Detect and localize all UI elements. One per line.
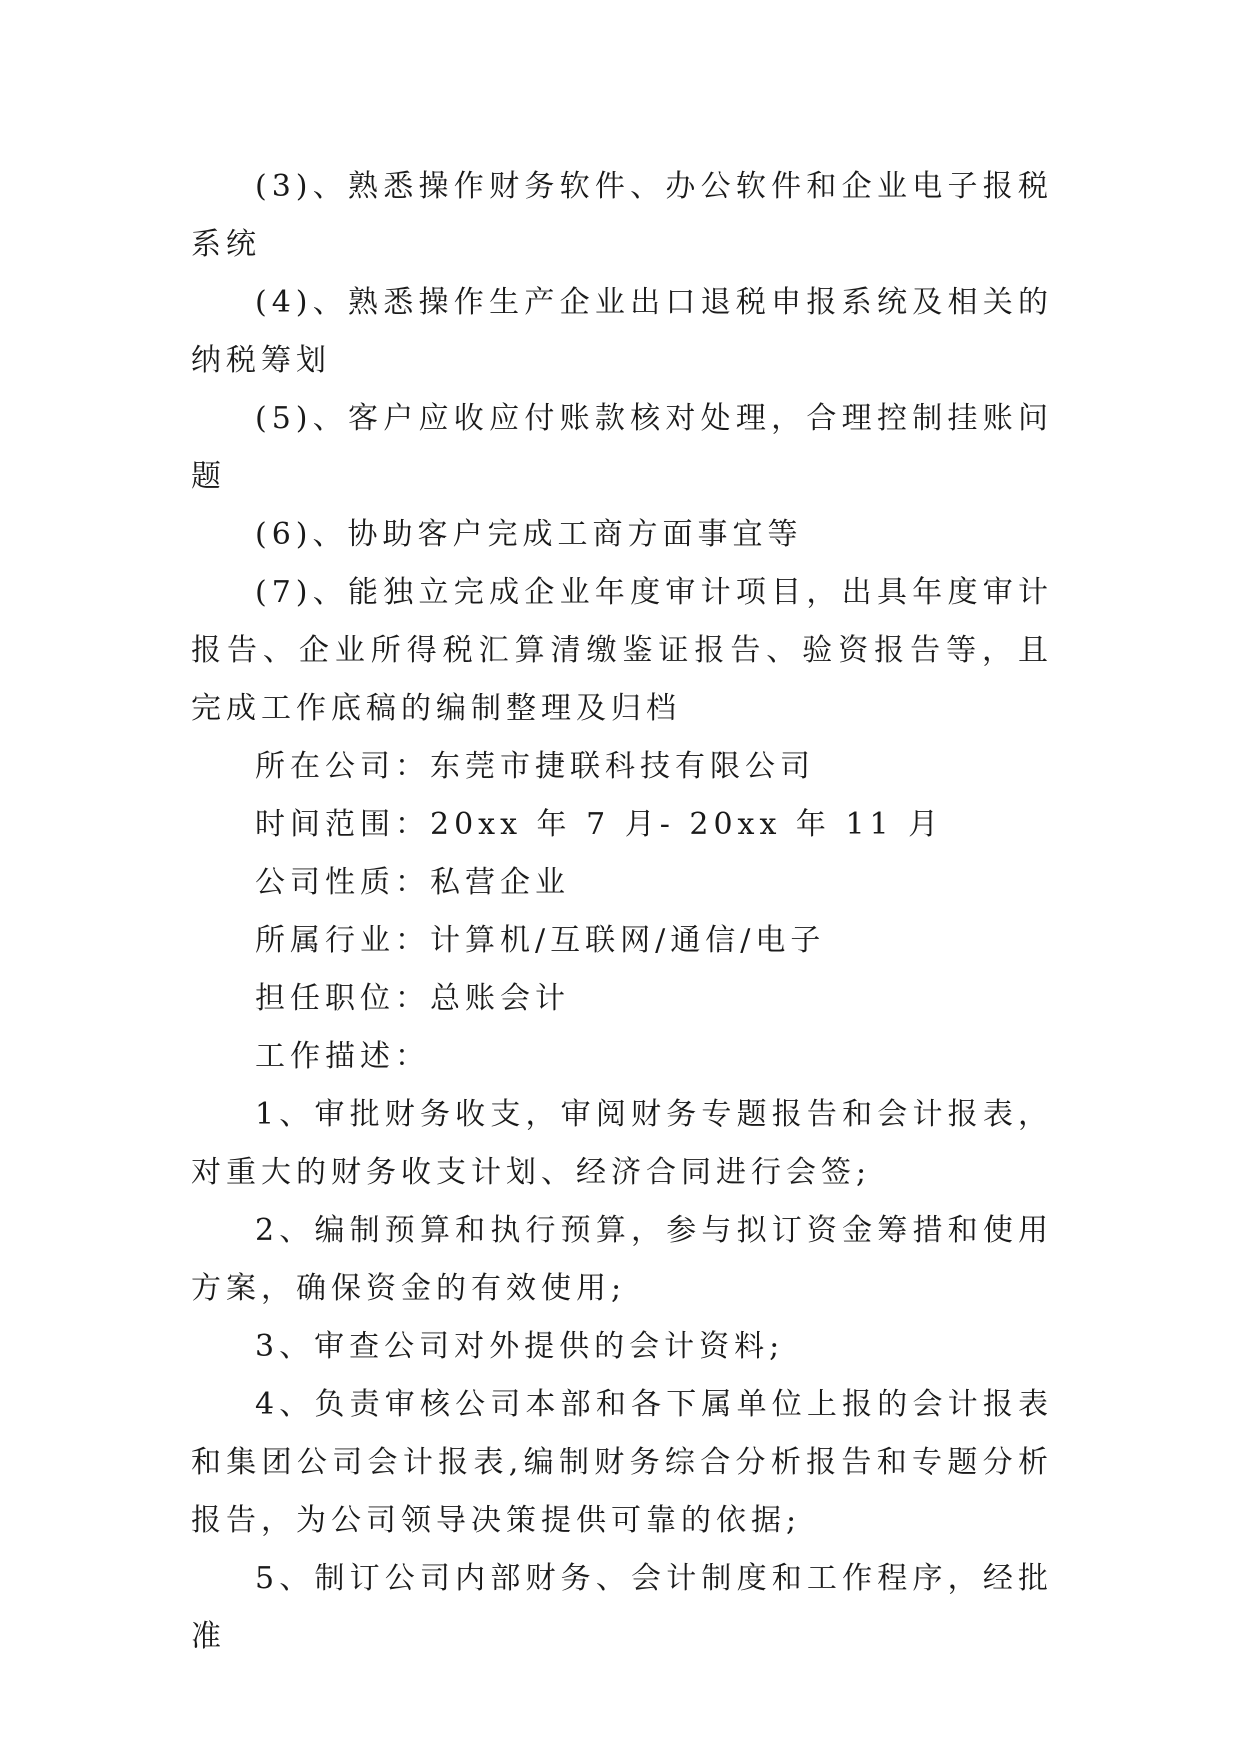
- duty-item-5: 5、制订公司内部财务、会计制度和工作程序，经批准: [191, 1561, 1053, 1654]
- paragraph-item-4: (4)、熟悉操作生产企业出口退税申报系统及相关的纳税筹划: [191, 285, 1053, 378]
- paragraph-item-3: (3)、熟悉操作财务软件、办公软件和企业电子报税系统: [191, 169, 1053, 262]
- company-line: 所在公司：东莞市捷联科技有限公司: [255, 749, 815, 784]
- company-type-line: 公司性质：私营企业: [255, 865, 570, 900]
- job-description-heading: 工作描述：: [255, 1039, 430, 1074]
- time-range-line: 时间范围：20xx 年 7 月- 20xx 年 11 月: [255, 807, 944, 842]
- duty-item-2: 2、编制预算和执行预算，参与拟订资金筹措和使用方案，确保资金的有效使用;: [191, 1213, 1053, 1306]
- document-body: [191, 158, 1053, 1666]
- duty-item-4: 4、负责审核公司本部和各下属单位上报的会计报表和集团公司会计报表,编制财务综合分析报告和专题分析报告，为公司领导决策提供可靠的依据;: [191, 1387, 1053, 1538]
- paragraph-item-6: (6)、协助客户完成工商方面事宜等: [255, 517, 803, 552]
- duty-item-1: 1、审批财务收支，审阅财务专题报告和会计报表，对重大的财务收支计划、经济合同进行会签;: [191, 1097, 1053, 1190]
- paragraph-item-7: (7)、能独立完成企业年度审计项目，出具年度审计报告、企业所得税汇算清缴鉴证报告、验资报告等，且完成工作底稿的编制整理及归档: [191, 575, 1053, 726]
- duty-item-3: 3、审查公司对外提供的会计资料;: [255, 1329, 785, 1364]
- paragraph-item-5: (5)、客户应收应付账款核对处理，合理控制挂账问题: [191, 401, 1053, 494]
- position-line: 担任职位：总账会计: [255, 981, 570, 1016]
- industry-line: 所属行业：计算机/互联网/通信/电子: [255, 923, 826, 958]
